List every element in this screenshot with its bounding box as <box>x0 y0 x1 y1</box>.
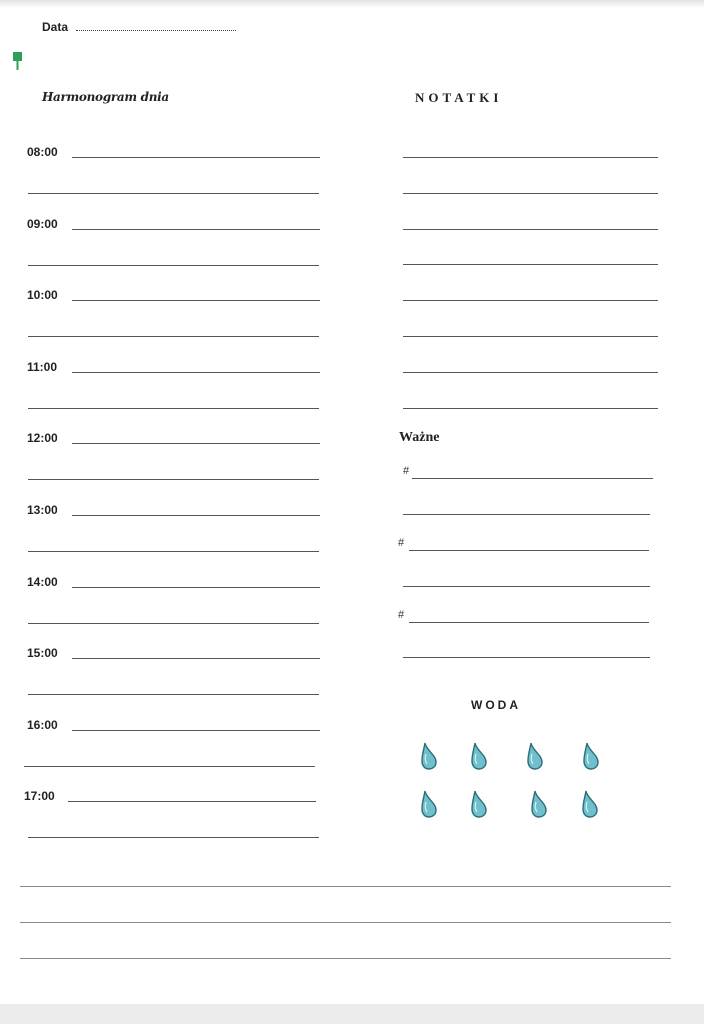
water-drop-icon[interactable] <box>581 790 599 818</box>
important-line[interactable] <box>409 550 649 551</box>
bottom-edge <box>0 1004 704 1024</box>
important-line[interactable] <box>403 514 650 515</box>
schedule-line[interactable] <box>72 587 320 588</box>
important-marker: # <box>398 609 405 621</box>
time-label: 16:00 <box>27 718 58 732</box>
time-label: 14:00 <box>27 575 58 589</box>
schedule-line[interactable] <box>72 443 320 444</box>
extra-line[interactable] <box>20 922 671 923</box>
water-drop-icon[interactable] <box>470 742 488 770</box>
notes-line[interactable] <box>403 336 658 337</box>
water-drop-icon[interactable] <box>582 742 600 770</box>
important-marker: # <box>403 465 410 477</box>
schedule-line[interactable] <box>72 372 320 373</box>
schedule-line[interactable] <box>72 730 320 731</box>
schedule-line[interactable] <box>72 229 320 230</box>
notes-line[interactable] <box>403 193 658 194</box>
important-title: Ważne <box>399 430 440 445</box>
time-label: 12:00 <box>27 431 58 445</box>
schedule-line[interactable] <box>28 551 319 552</box>
important-line[interactable] <box>412 478 653 479</box>
top-edge <box>0 0 704 8</box>
water-drop-icon[interactable] <box>530 790 548 818</box>
important-line[interactable] <box>403 586 650 587</box>
schedule-line[interactable] <box>24 766 315 767</box>
schedule-line[interactable] <box>72 300 320 301</box>
water-drop-icon[interactable] <box>526 742 544 770</box>
schedule-line[interactable] <box>28 265 319 266</box>
time-label: 10:00 <box>27 288 58 302</box>
notes-line[interactable] <box>403 300 658 301</box>
schedule-line[interactable] <box>28 408 319 409</box>
schedule-line[interactable] <box>72 157 320 158</box>
schedule-line[interactable] <box>28 623 319 624</box>
time-label: 11:00 <box>27 360 58 374</box>
schedule-line[interactable] <box>28 193 319 194</box>
schedule-line[interactable] <box>28 336 319 337</box>
date-label: Data <box>42 20 69 34</box>
notes-title: NOTATKI <box>415 90 503 105</box>
date-field[interactable] <box>76 30 236 31</box>
notes-line[interactable] <box>403 229 658 230</box>
notes-line[interactable] <box>403 157 658 158</box>
schedule-line[interactable] <box>68 801 316 802</box>
schedule-line[interactable] <box>28 479 319 480</box>
extra-line[interactable] <box>20 958 671 959</box>
schedule-line[interactable] <box>28 837 319 838</box>
important-line[interactable] <box>403 657 650 658</box>
time-label: 13:00 <box>27 503 58 517</box>
schedule-line[interactable] <box>72 515 320 516</box>
notes-line[interactable] <box>403 372 658 373</box>
water-drop-icon[interactable] <box>420 742 438 770</box>
schedule-title: Harmonogram dnia <box>42 90 169 104</box>
time-label: 09:00 <box>27 217 58 231</box>
notes-line[interactable] <box>403 264 658 265</box>
water-drop-icon[interactable] <box>470 790 488 818</box>
schedule-line[interactable] <box>72 658 320 659</box>
time-label: 08:00 <box>27 145 58 159</box>
time-label: 17:00 <box>24 789 55 803</box>
notes-line[interactable] <box>403 408 658 409</box>
extra-line[interactable] <box>20 886 671 887</box>
bookmark-icon <box>12 52 24 72</box>
important-marker: # <box>398 537 405 549</box>
water-title: WODA <box>471 698 521 712</box>
schedule-line[interactable] <box>28 694 319 695</box>
important-line[interactable] <box>409 622 649 623</box>
time-label: 15:00 <box>27 646 58 660</box>
water-drop-icon[interactable] <box>420 790 438 818</box>
